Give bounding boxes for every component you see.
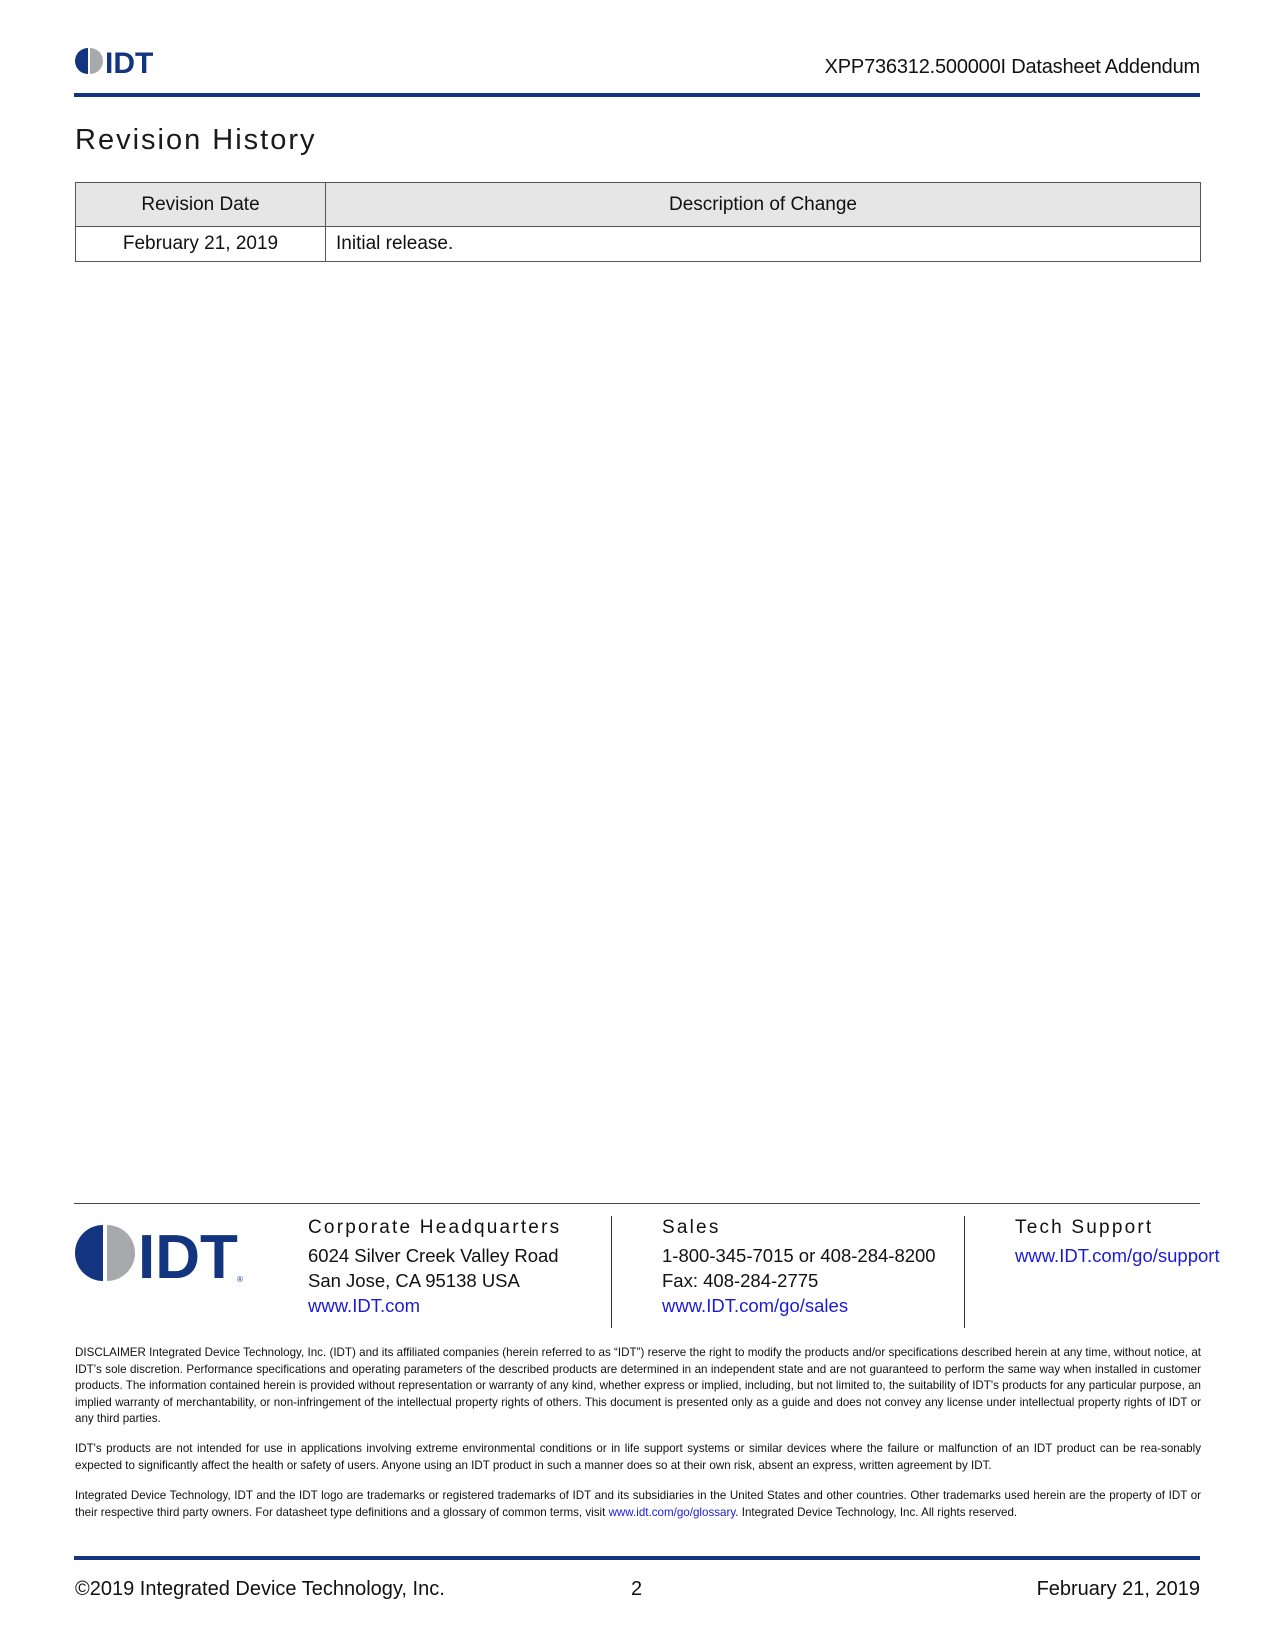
document-title: XPP736312.500000I Datasheet Addendum	[824, 56, 1200, 78]
footer-date: February 21, 2019	[1036, 1578, 1200, 1600]
headquarters-heading: Corporate Headquarters	[308, 1217, 562, 1238]
section-title: Revision History	[75, 124, 317, 156]
cell-revision-date: February 21, 2019	[76, 227, 326, 262]
contact-tech-support	[1015, 1216, 1220, 1268]
contact-sales	[662, 1216, 936, 1318]
tech-support-heading: Tech Support	[1015, 1217, 1154, 1238]
sales-fax: Fax: 408-284-2775	[662, 1270, 819, 1291]
table-row	[76, 227, 1201, 262]
footer-divider	[74, 1203, 1200, 1204]
bottom-divider	[74, 1556, 1200, 1560]
logo-wordmark: IDT	[105, 47, 154, 76]
headquarters-address-line2: San Jose, CA 95138 USA	[308, 1270, 520, 1291]
sales-phone: 1-800-345-7015 or 408-284-8200	[662, 1245, 936, 1266]
header-divider	[74, 93, 1200, 97]
glossary-link[interactable]: www.idt.com/go/glossary	[608, 1505, 736, 1519]
contact-headquarters	[308, 1216, 561, 1318]
contact-separator	[964, 1216, 965, 1328]
column-header-description: Description of Change	[326, 183, 1201, 227]
trademark-text-end: . Integrated Device Technology, Inc. All rights reserved.	[735, 1505, 1018, 1519]
revision-history-table	[75, 182, 1201, 262]
page-number: 2	[631, 1578, 643, 1600]
sales-link[interactable]: www.IDT.com/go/sales	[662, 1295, 849, 1316]
disclaimer-paragraph: DISCLAIMER Integrated Device Technology, Inc. (IDT) and its affiliated companies (herein referred to as “IDT”) reserve the right to modify the products and/or specifications described herein at any time, without notice, at IDT’s sole discretion. Performance specifications and operating parameters of the described products are determined in an independent state and are not guaranteed to perform the same way when installed in customer products. The information contained herein is provided without representation or warranty of any kind, whether express or implied, including, but not limited to, the suitability of IDT's products for any particular purpose, an implied warranty of merchantability, or non-infringement of the intellectual property rights of others. This document is presented only as a guide and does not convey any license under intellectual property rights of IDT or any third parties.	[75, 1346, 1201, 1425]
copyright-text: ©2019 Integrated Device Technology, Inc.	[75, 1578, 445, 1600]
safety-notice-paragraph: IDT's products are not intended for use in applications involving extreme environmental conditions or in life support systems or similar devices where the failure or malfunction of an IDT product can be rea-sonably expected to significantly affect the health or safety of users. Anyone using an IDT product in such a manner does so at their own risk, absent an express, written agreement by IDT.	[75, 1442, 1201, 1472]
column-header-revision-date: Revision Date	[76, 183, 326, 227]
trademark-paragraph	[75, 1488, 1201, 1521]
idt-footer-logo-icon	[74, 1222, 244, 1284]
sales-heading: Sales	[662, 1217, 721, 1238]
idt-logo-icon	[74, 46, 164, 76]
table-header-row	[76, 183, 1201, 227]
cell-description: Initial release.	[326, 227, 1201, 262]
headquarters-address-line1: 6024 Silver Creek Valley Road	[308, 1245, 559, 1266]
contact-separator	[611, 1216, 612, 1328]
registered-mark-icon: ®	[237, 1275, 243, 1284]
trademark-text: Integrated Device Technology, IDT and the IDT logo are trademarks or registered trademarks of IDT and its subsidiaries in the United States and other countries. Other trademarks used herein are the property of IDT or their respective third party owners. For datasheet type definitions and a glossary of common terms, visit	[75, 1489, 1201, 1519]
footer-logo-wordmark: IDT	[138, 1223, 238, 1284]
tech-support-link[interactable]: www.IDT.com/go/support	[1015, 1245, 1220, 1266]
headquarters-website-link[interactable]: www.IDT.com	[308, 1295, 421, 1316]
